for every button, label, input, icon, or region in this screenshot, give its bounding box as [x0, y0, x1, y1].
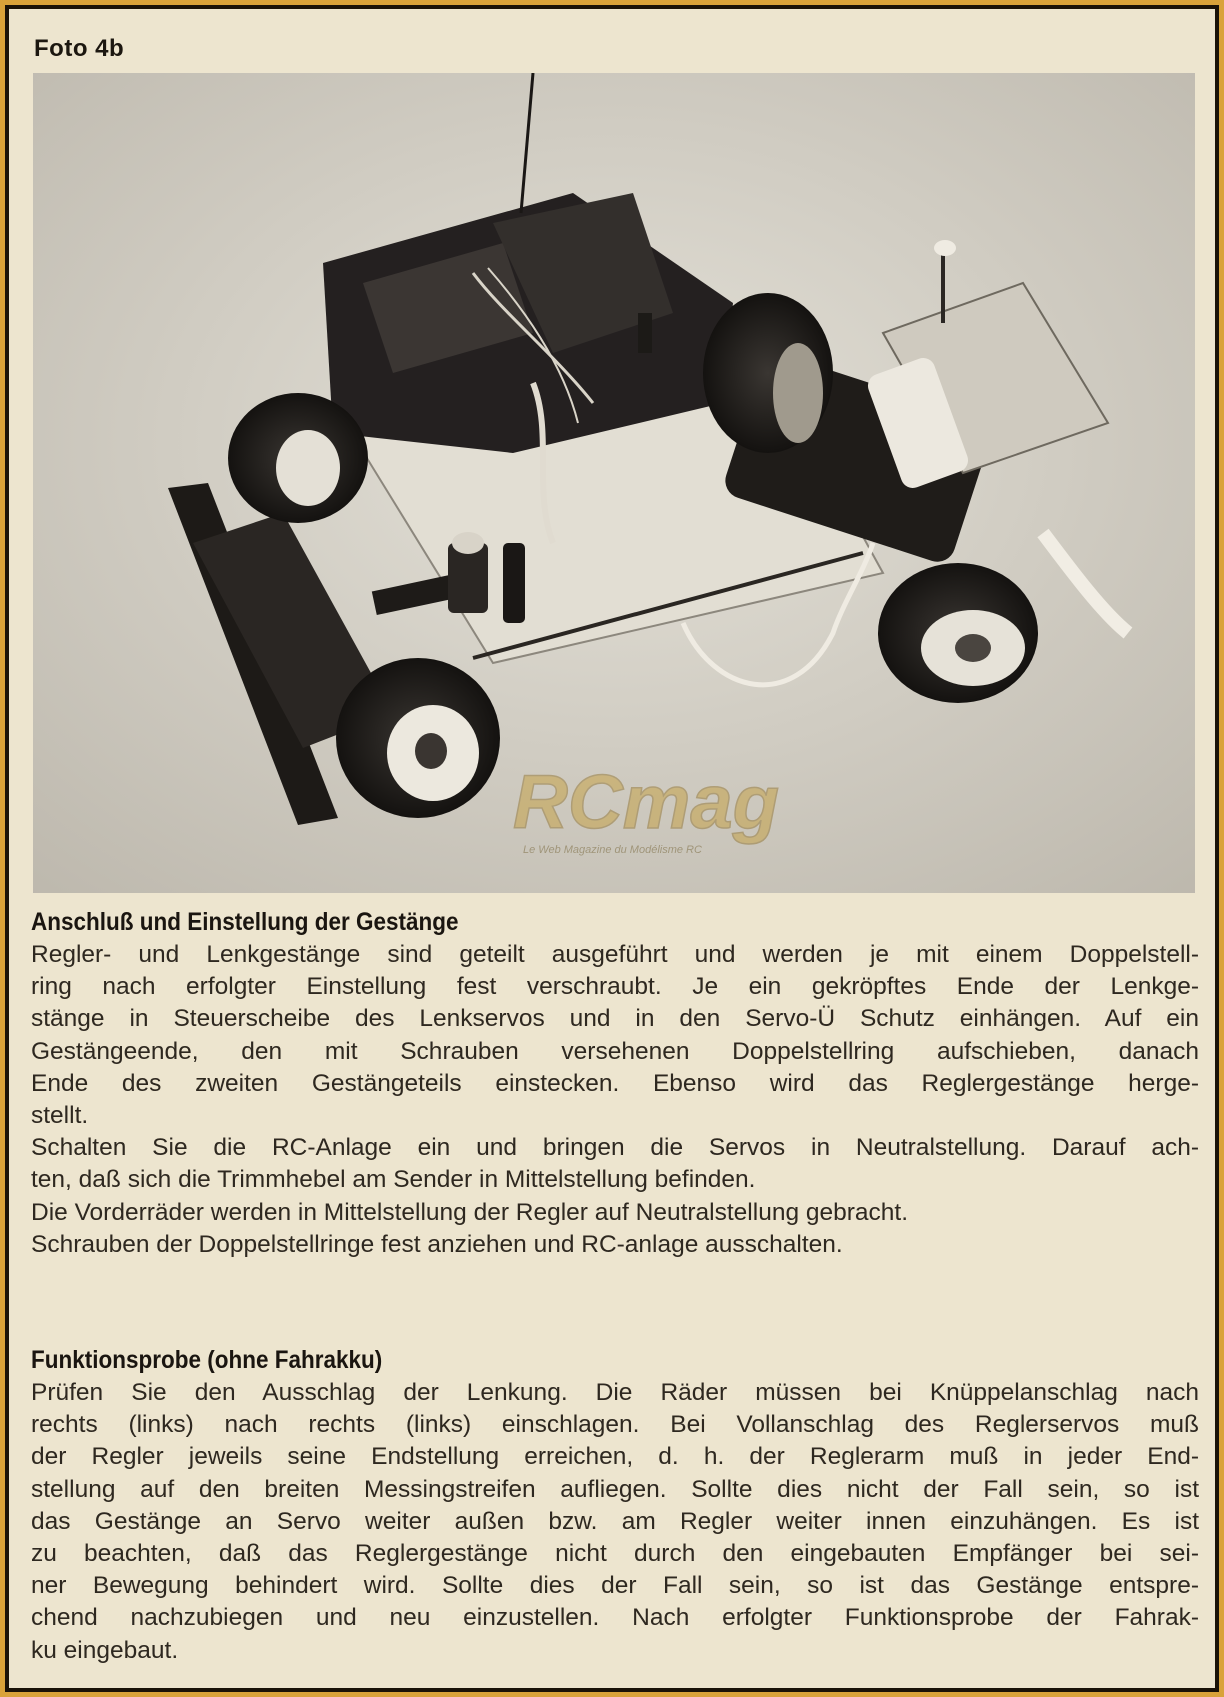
section-heading: Anschluß und Einstellung der Gestänge [31, 908, 459, 936]
paragraph-line: stellung auf den breiten Messingstreifen aufliegen. Sollte dies nicht der Fall sein, so ist [31, 1475, 1199, 1503]
rc-car-illustration [33, 73, 1195, 893]
paragraph-line: Prüfen Sie den Ausschlag der Lenkung. Die Räder müssen bei Knüppelanschlag nach [31, 1379, 1199, 1406]
paragraph-line: chend nachzubiegen und neu einzustellen. Nach erfolgter Funktionsprobe der Fahrak- [31, 1604, 1199, 1632]
watermark-logo: RCmag [513, 760, 780, 845]
section-linkage-setup [31, 907, 1199, 1261]
paragraph-line: zu beachten, daß das Reglergestänge nicht durch den eingebauten Empfänger bei sei- [31, 1540, 1199, 1568]
paragraph-line: ner Bewegung behindert wird. Sollte dies der Fall sein, so ist das Gestänge entspre- [31, 1572, 1199, 1600]
paragraph-line: ku eingebaut. [31, 1636, 179, 1664]
rc-car-photo [33, 73, 1195, 893]
paragraph-line: Schalten Sie die RC-Anlage ein und bringen die Servos in Neutralstellung. Darauf ach- [31, 1134, 1199, 1162]
paragraph-line: ten, daß sich die Trimmhebel am Sender in Mittelstellung befinden. [31, 1166, 756, 1194]
paragraph-line: Ende des zweiten Gestängeteils einstecken. Ebenso wird das Reglergestänge herge- [31, 1069, 1199, 1097]
page [5, 5, 1219, 1692]
paragraph-line: ring nach erfolgter Einstellung fest verschraubt. Je ein gekröpftes Ende der Lenkge- [31, 973, 1199, 1001]
paragraph-line: der Regler jeweils seine Endstellung erreichen, d. h. der Reglerarm muß in jeder End- [31, 1443, 1199, 1471]
paragraph-line: Gestängeende, den mit Schrauben versehenen Doppelstellring aufschieben, danach [31, 1037, 1199, 1065]
photo-label: Foto 4b [34, 35, 125, 62]
paragraph-line: rechts (links) nach rechts (links) einschlagen. Bei Vollanschlag des Reglerservos muß [31, 1411, 1199, 1439]
paragraph-line: stellt. [31, 1102, 89, 1130]
watermark-tagline: Le Web Magazine du Modélisme RC [523, 844, 702, 856]
paragraph-line: Die Vorderräder werden in Mittelstellung der Regler auf Neutralstellung gebracht. [31, 1198, 909, 1226]
paragraph-line: Regler- und Lenkgestänge sind geteilt ausgeführt und werden je mit einem Doppelstell- [31, 941, 1199, 968]
paragraph-line: Schrauben der Doppelstellringe fest anziehen und RC-anlage ausschalten. [31, 1230, 843, 1258]
section-heading: Funktionsprobe (ohne Fahrakku) [31, 1346, 383, 1374]
section-function-test [31, 1345, 1199, 1667]
rcmag-watermark [513, 760, 779, 856]
paragraph-line: stänge in Steuerscheibe des Lenkservos und in den Servo-Ü Schutz einhängen. Auf ein [31, 1005, 1199, 1033]
paragraph-line: das Gestänge an Servo weiter außen bzw. am Regler weiter innen einzuhängen. Es ist [31, 1507, 1199, 1535]
